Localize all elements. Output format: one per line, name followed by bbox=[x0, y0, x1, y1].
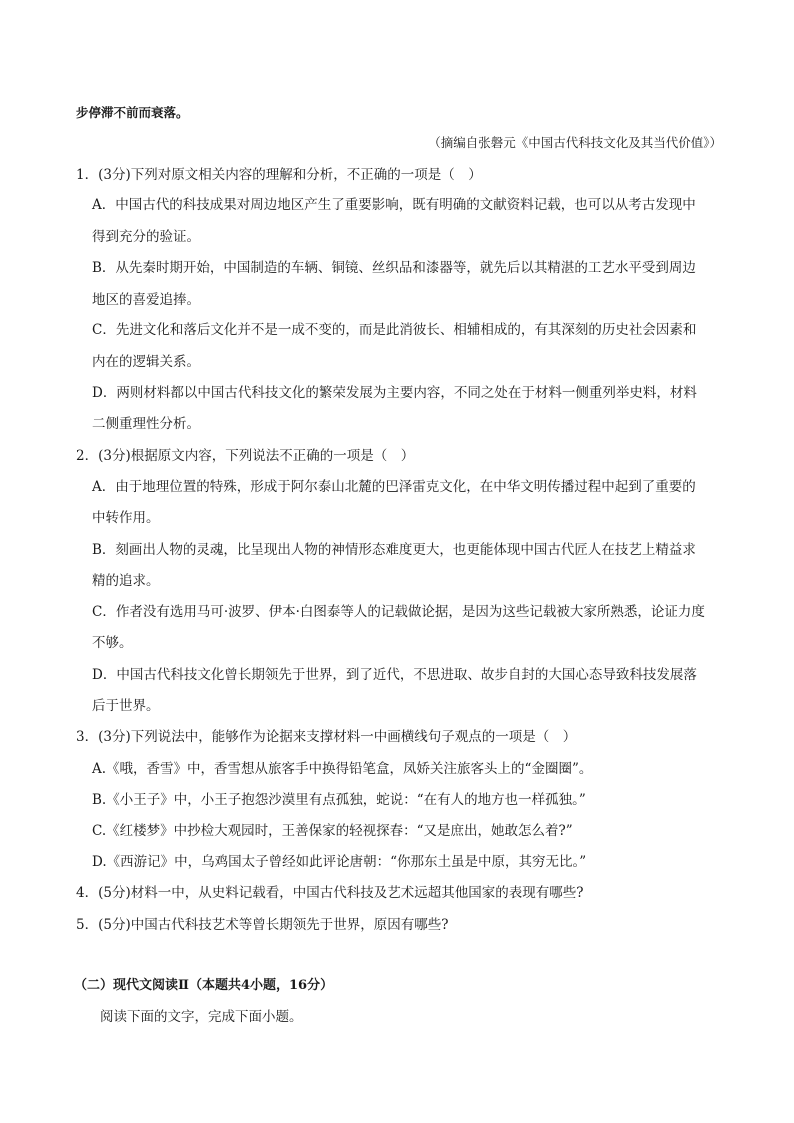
question-5-stem: 5．(5分)中国古代科技艺术等曾长期领先于世界，原因有哪些? bbox=[76, 917, 449, 933]
question-2-option-b-cont: 精的追求。 bbox=[92, 573, 160, 589]
question-3-option-c: C.《红楼梦》中抄检大观园时，王善保家的轻视探春：“又是庶出，她敢怎么着?” bbox=[92, 823, 573, 839]
question-1-option-d-cont: 二侧重理性分析。 bbox=[92, 416, 200, 432]
question-3-stem: 3．(3分)下列说法中，能够作为论据来支撑材料一中画横线句子观点的一项是（ ） bbox=[76, 729, 577, 745]
source-citation: （摘编自张磐元《中国古代科技文化及其当代价值》） bbox=[428, 135, 722, 150]
question-2-stem: 2．(3分)根据原文内容，下列说法不正确的一项是（ ） bbox=[76, 448, 415, 464]
question-2-option-a-cont: 中转作用。 bbox=[92, 510, 160, 526]
section-heading: （二）现代文阅读Ⅱ（本题共4小题，16分） bbox=[74, 978, 334, 993]
question-4-stem: 4．(5分)材料一中，从史料记载看，中国古代科技及艺术远超其他国家的表现有哪些? bbox=[76, 885, 584, 901]
question-2-option-d-cont: 后于世界。 bbox=[92, 698, 160, 714]
question-1-option-c-cont: 内在的逻辑关系。 bbox=[92, 354, 200, 370]
question-1-option-b: B．从先秦时期开始，中国制造的车辆、铜镜、丝织品和漆器等，就先后以其精湛的工艺水平受到周边 bbox=[92, 260, 696, 276]
question-1-option-a-cont: 得到充分的验证。 bbox=[92, 229, 200, 245]
intro-tail-text: 步停滞不前而衰落。 bbox=[76, 105, 189, 120]
question-3-option-a: A.《哦，香雪》中，香雪想从旅客手中换得铅笔盒，凤娇关注旅客头上的“金圈圈”。 bbox=[92, 761, 593, 777]
question-1-stem: 1．(3分)下列对原文相关内容的理解和分析，不正确的一项是（ ） bbox=[76, 167, 482, 183]
question-2-option-b: B．刻画出人物的灵魂，比呈现出人物的神情形态难度更大，也更能体现中国古代匠人在技艺上精益求 bbox=[92, 542, 696, 558]
question-1-option-d: D．两则材料都以中国古代科技文化的繁荣发展为主要内容，不同之处在于材料一侧重列举史料，材料 bbox=[92, 385, 697, 401]
question-2-option-c: C．作者没有选用马可·波罗、伊本·白图泰等人的记载做论据，是因为这些记载被大家所熟悉，论证力度 bbox=[92, 604, 705, 620]
question-1-option-b-cont: 地区的喜爱追捧。 bbox=[92, 292, 200, 308]
reading-instruction: 阅读下面的文字，完成下面小题。 bbox=[100, 1009, 303, 1025]
question-1-option-c: C．先进文化和落后文化并不是一成不变的，而是此消彼长、相辅相成的，有其深刻的历史社会因素和 bbox=[92, 322, 697, 338]
question-3-option-b: B.《小王子》中，小王子抱怨沙漠里有点孤独，蛇说：“在有人的地方也一样孤独。” bbox=[92, 792, 586, 808]
question-2-option-a: A．由于地理位置的特殊，形成于阿尔泰山北麓的巴泽雷克文化，在中华文明传播过程中起到了重要的 bbox=[92, 479, 696, 495]
question-2-option-c-cont: 不够。 bbox=[92, 635, 133, 651]
question-3-option-d: D.《西游记》中，乌鸡国太子曾经如此评论唐朝：“你那东土虽是中原，其穷无比。” bbox=[92, 854, 587, 870]
question-2-option-d: D．中国古代科技文化曾长期领先于世界，到了近代，不思进取、故步自封的大国心态导致科技发展落 bbox=[92, 667, 697, 683]
question-1-option-a: A．中国古代的科技成果对周边地区产生了重要影响，既有明确的文献资料记载，也可以从考古发现中 bbox=[92, 197, 696, 213]
